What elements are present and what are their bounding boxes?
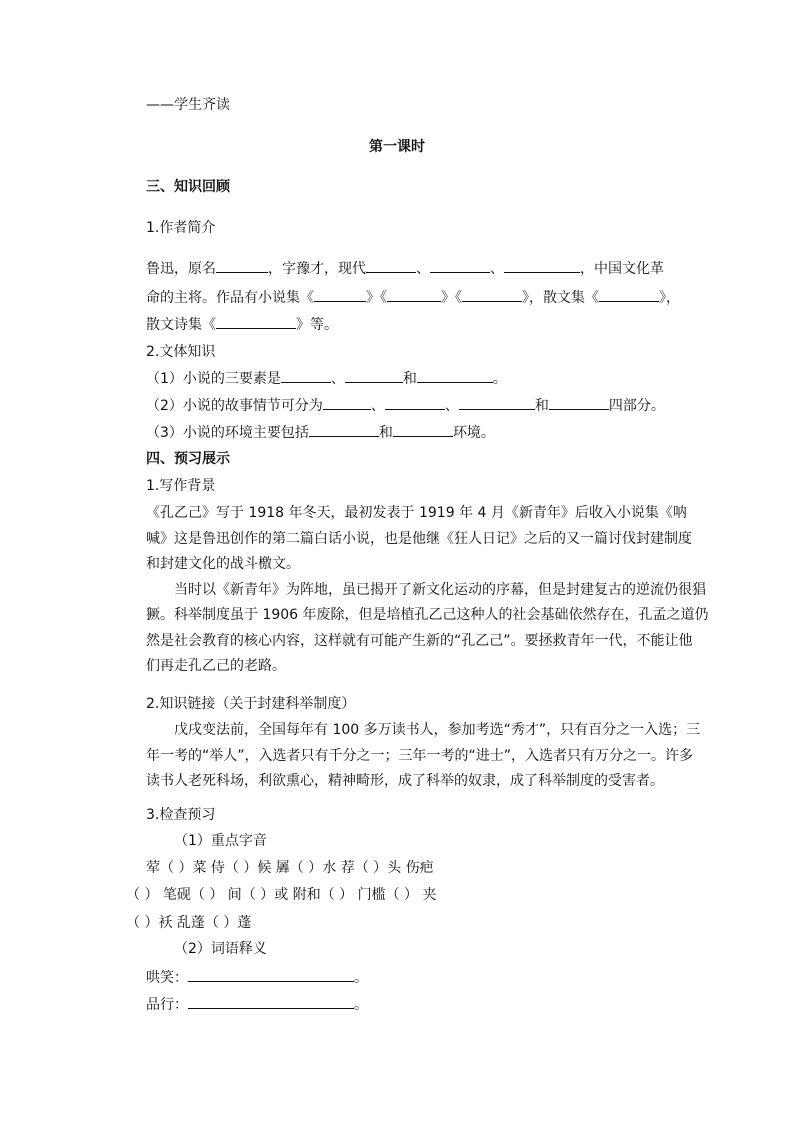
blank <box>430 259 490 273</box>
blank <box>462 288 522 302</box>
author-line-1: 鲁迅，原名 ，字豫才，现代 、 、 ，中国文化革 <box>146 261 664 277</box>
pronunciation-row-1: 荤（ ）菜 侍（ ）候 羼（ ）水 荐（ ）头 伤疤 <box>146 860 434 876</box>
blank <box>417 369 493 383</box>
subheading-author: 1.作者简介 <box>146 220 216 236</box>
pronunciation-row-2: （ ） 笔砚（ ） 间（ ）或 附和（ ） 门槛（ ） 夹 <box>126 887 437 903</box>
blank <box>385 396 445 410</box>
subheading-link: 2.知识链接（关于封建科举制度） <box>146 696 356 712</box>
heading-knowledge-review: 三、知识回顾 <box>146 179 230 195</box>
author-line-3: 散文诗集《 》等。 <box>146 317 338 333</box>
genre-q2: （2）小说的故事情节可分为 、 、 和 四部分。 <box>146 398 665 414</box>
blank <box>314 288 366 302</box>
vocab-item: 品行： 。 <box>146 997 368 1013</box>
section-title: 第一课时 <box>369 139 425 155</box>
blank <box>387 288 441 302</box>
subheading-background: 1.写作背景 <box>146 478 216 494</box>
header-line: ——学生齐读 <box>146 97 230 113</box>
subheading-check: 3.检查预习 <box>146 807 216 823</box>
blank <box>504 259 580 273</box>
author-line-2: 命的主将。作品有小说集《 》《 》《 》，散文集《 》， <box>146 290 680 306</box>
pronunciation-title: （1）重点字音 <box>174 833 267 849</box>
blank <box>345 369 403 383</box>
vocab-item: 哄笑： 。 <box>146 970 368 986</box>
vocab-title: （2）词语释义 <box>174 941 267 957</box>
pronunciation-row-3: （ ）袄 乱蓬（ ）蓬 <box>126 915 252 931</box>
background-paragraph: 《孔乙己》写于 1918 年冬天，最初发表于 1919 年 4 月《新青年》后收入小说集《呐 喊》这是鲁迅创作的第二篇白话小说，也是他继《狂人日记》之后的又一篇讨伐封建制度 和封建文化的战斗檄文。 当时以《新青年》为阵地，虽已揭开了新文化运动的序幕，但是封建复古的逆流仍很猖 獗。科举制度虽于 1906 年废除，但是培植孔乙己这种人的社会基础依然存在，孔孟之道仍 然是社会教育的核心内容，这样就有可能产生新的“孔乙己”。要拯救青年一代，不能让他 们再走孔乙己的老路。 <box>146 505 709 674</box>
blank <box>599 288 659 302</box>
genre-q1: （1）小说的三要素是 、 和 。 <box>146 371 507 387</box>
blank <box>281 369 331 383</box>
blank <box>216 259 268 273</box>
heading-preview: 四、预习展示 <box>146 451 230 467</box>
genre-q3: （3）小说的环境主要包括 和 环境。 <box>146 425 495 441</box>
blank <box>366 259 416 273</box>
subheading-genre: 2.文体知识 <box>146 344 216 360</box>
blank <box>459 396 535 410</box>
blank <box>216 315 296 329</box>
blank <box>393 423 453 437</box>
blank <box>323 396 371 410</box>
blank <box>549 396 609 410</box>
blank <box>309 423 379 437</box>
blank <box>188 968 354 982</box>
blank <box>188 995 354 1009</box>
link-paragraph: 戊戌变法前，全国每年有 100 多万读书人，参加考选“秀才”，只有百分之一入选；三 年一考的“举人”，入选者只有千分之一；三年一考的“进士”，入选者只有万分之一。许多 读书人老死科场，利欲熏心，精神畸形，成了科举的奴隶，成了科举制度的受害者。 <box>146 722 701 789</box>
